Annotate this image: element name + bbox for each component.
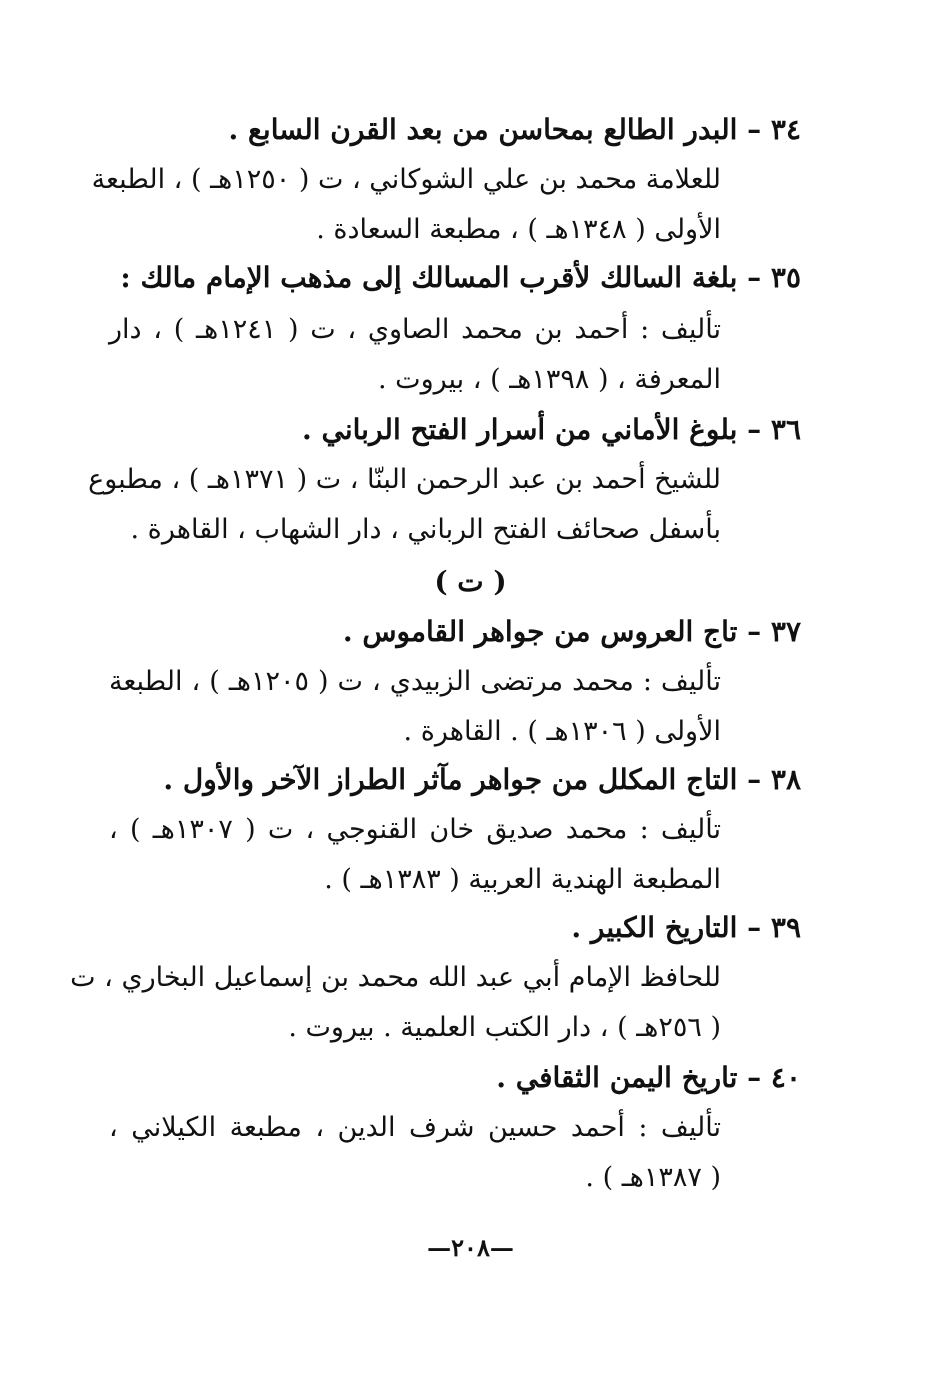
- entry-37-title-text: تاج العروس من جواهر القاموس .: [342, 615, 738, 648]
- entry-40-title: ٤٠ – تاريخ اليمن الثقافي .: [496, 1061, 801, 1094]
- entry-39-body-line-2: ( ٢٥٦هـ ) ، دار الكتب العلمية . بيروت .: [288, 1012, 721, 1043]
- entry-36-title-text: بلوغ الأماني من أسرار الفتح الرباني .: [302, 413, 738, 446]
- entry-34-body-line-1: للعلامة محمد بن علي الشوكاني ، ت ( ١٢٥٠هـ ) ، الطبعة: [91, 164, 721, 195]
- entry-39-body-line-1: للحافظ الإمام أبي عبد الله محمد بن إسماعيل البخاري ، ت: [70, 962, 721, 993]
- entry-34-body-line-2: الأولى ( ١٣٤٨هـ ) ، مطبعة السعادة .: [316, 214, 721, 245]
- entry-35-number: ٣٥: [770, 261, 801, 294]
- entry-38-number: ٣٨: [770, 763, 801, 796]
- page-number: —٢٠٨—: [427, 1233, 514, 1262]
- entry-35-title: ٣٥ – بلغة السالك لأقرب المسالك إلى مذهب الإمام مالك :: [120, 261, 801, 294]
- entry-37-number: ٣٧: [770, 615, 801, 648]
- entry-39-title-text: التاريخ الكبير .: [571, 911, 738, 944]
- entry-40-body-line-2: ( ١٣٨٧هـ ) .: [585, 1162, 721, 1193]
- entry-39-number: ٣٩: [770, 911, 801, 944]
- entry-37-body-line-1: تأليف : محمد مرتضى الزبيدي ، ت ( ١٢٠٥هـ ) ، الطبعة: [109, 666, 721, 697]
- entry-38-title: ٣٨ – التاج المكلل من جواهر مآثر الطراز الآخر والأول .: [163, 763, 801, 796]
- entry-35-title-text: بلغة السالك لأقرب المسالك إلى مذهب الإمام مالك :: [120, 261, 738, 294]
- entry-37-body-line-2: الأولى ( ١٣٠٦هـ ) . القاهرة .: [403, 716, 721, 747]
- entry-35-body-line-1: تأليف : أحمد بن محمد الصاوي ، ت ( ١٢٤١هـ ) ، دار: [109, 314, 721, 345]
- entry-36-title: ٣٦ – بلوغ الأماني من أسرار الفتح الرباني .: [302, 413, 801, 446]
- entry-37-title: ٣٧ – تاج العروس من جواهر القاموس .: [342, 615, 801, 648]
- entry-34-title-text: البدر الطالع بمحاسن من بعد القرن السابع .: [228, 113, 738, 146]
- entry-38-title-text: التاج المكلل من جواهر مآثر الطراز الآخر والأول .: [163, 763, 738, 796]
- entry-40-number: ٤٠: [770, 1061, 801, 1094]
- entry-36-number: ٣٦: [770, 413, 801, 446]
- entry-36-body-line-2: بأسفل صحائف الفتح الرباني ، دار الشهاب ، القاهرة .: [130, 514, 721, 545]
- entry-38-body-line-2: المطبعة الهندية العربية ( ١٣٨٣هـ ) .: [324, 864, 721, 895]
- entry-34-title: ٣٤ – البدر الطالع بمحاسن من بعد القرن السابع .: [228, 113, 801, 146]
- entry-40-body-line-1: تأليف : أحمد حسين شرف الدين ، مطبعة الكيلاني ،: [109, 1112, 721, 1143]
- entry-34-number: ٣٤: [770, 113, 801, 146]
- entry-35-body-line-2: المعرفة ، ( ١٣٩٨هـ ) ، بيروت .: [378, 364, 721, 395]
- entry-40-title-text: تاريخ اليمن الثقافي .: [496, 1061, 738, 1094]
- entry-36-body-line-1: للشيخ أحمد بن عبد الرحمن البنّا ، ت ( ١٣٧١هـ ) ، مطبوع: [88, 464, 721, 495]
- entry-38-body-line-1: تأليف : محمد صديق خان القنوجي ، ت ( ١٣٠٧هـ ) ،: [109, 814, 721, 845]
- entry-39-title: ٣٩ – التاريخ الكبير .: [571, 911, 801, 944]
- section-heading: ( ت ): [434, 565, 507, 598]
